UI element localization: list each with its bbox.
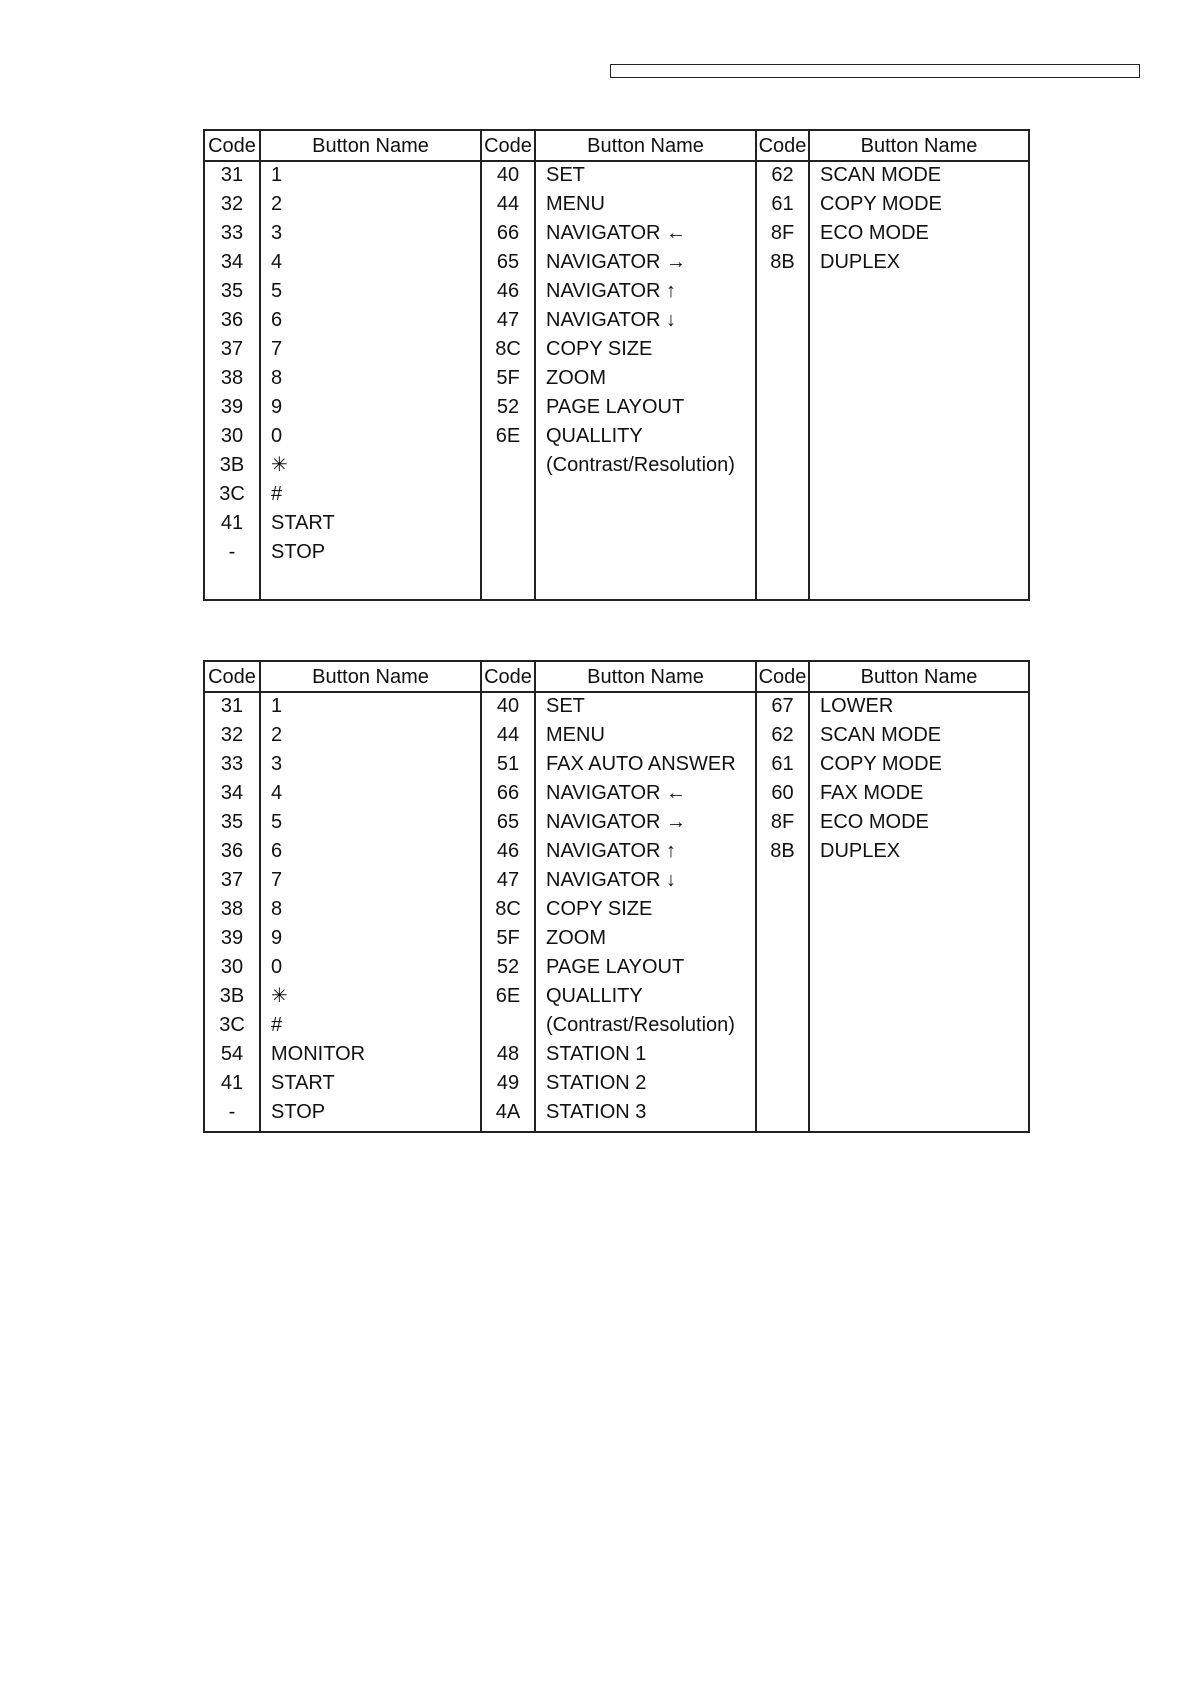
- header-code: Code: [484, 135, 532, 157]
- button-name-cell: 5: [271, 811, 283, 833]
- button-name-cell: STATION 1: [546, 1043, 647, 1065]
- code-cell: 67: [771, 695, 794, 717]
- header-button-name: Button Name: [860, 666, 978, 688]
- button-name-cell: ECO MODE: [820, 811, 929, 833]
- button-name-cell: QUALLITY: [546, 425, 643, 447]
- button-name-cell: STATION 3: [546, 1101, 647, 1123]
- button-name-cell: 6: [271, 840, 283, 862]
- code-cell: 3B: [219, 454, 245, 476]
- code-cell: 40: [496, 164, 520, 186]
- button-name-cell: #: [271, 483, 283, 505]
- code-cell: 36: [220, 309, 244, 331]
- code-cell: 35: [220, 280, 244, 302]
- header-code: Code: [208, 666, 256, 688]
- code-cell: 8C: [495, 898, 521, 920]
- header-button-name: Button Name: [587, 135, 704, 157]
- button-name-cell: NAVIGATOR ←: [546, 222, 687, 244]
- button-name-cell: COPY SIZE: [546, 898, 653, 920]
- code-cell: 6E: [495, 425, 521, 447]
- code-cell: 41: [220, 1072, 244, 1094]
- code-cell: 51: [496, 753, 520, 775]
- button-name-cell: STOP: [271, 1101, 326, 1123]
- code-cell: 32: [220, 193, 244, 215]
- code-cell: 40: [496, 695, 520, 717]
- button-name-cell: 2: [271, 724, 283, 746]
- button-name-cell: ZOOM: [546, 367, 606, 389]
- button-name-cell: COPY MODE: [820, 753, 942, 775]
- code-cell: 4A: [495, 1101, 521, 1123]
- button-name-cell: SET: [546, 695, 585, 717]
- header-button-name: Button Name: [312, 666, 429, 688]
- header-button-name: Button Name: [860, 135, 978, 157]
- button-name-cell: NAVIGATOR →: [546, 251, 687, 273]
- code-cell: 62: [771, 164, 794, 186]
- button-name-cell: DUPLEX: [820, 251, 901, 273]
- code-cell: 32: [220, 724, 244, 746]
- code-cell: 65: [496, 251, 520, 273]
- button-name-cell: STOP: [271, 541, 326, 563]
- code-cell: 46: [496, 280, 520, 302]
- button-name-cell: FAX MODE: [820, 782, 924, 804]
- code-cell: 31: [220, 695, 244, 717]
- button-name-cell: 3: [271, 753, 283, 775]
- button-name-cell: STATION 2: [546, 1072, 647, 1094]
- code-cell: 3B: [219, 985, 245, 1007]
- code-cell: 44: [496, 193, 520, 215]
- header-code: Code: [208, 135, 256, 157]
- button-name-cell: NAVIGATOR ↓: [546, 869, 677, 891]
- header-divider: [205, 160, 1028, 162]
- button-name-cell: MENU: [546, 193, 605, 215]
- code-cell: 33: [220, 222, 244, 244]
- button-name-cell: (Contrast/Resolution): [546, 454, 735, 476]
- code-cell: 34: [220, 251, 244, 273]
- code-cell: -: [228, 1101, 236, 1123]
- button-name-cell: START: [271, 1072, 335, 1094]
- column-divider: [534, 131, 536, 599]
- button-name-cell: MONITOR: [271, 1043, 366, 1065]
- code-cell: 39: [220, 396, 244, 418]
- code-cell: 47: [496, 309, 520, 331]
- button-name-cell: 5: [271, 280, 283, 302]
- button-name-cell: 4: [271, 782, 283, 804]
- code-cell: -: [228, 541, 236, 563]
- code-cell: 66: [496, 782, 520, 804]
- code-cell: 5F: [496, 367, 520, 389]
- code-cell: 37: [220, 338, 244, 360]
- button-name-cell: NAVIGATOR ↑: [546, 280, 677, 302]
- button-name-cell: SET: [546, 164, 585, 186]
- column-divider: [808, 131, 810, 599]
- button-code-table-1: [203, 129, 1030, 601]
- column-divider: [534, 662, 536, 1131]
- button-name-cell: NAVIGATOR →: [546, 811, 687, 833]
- button-name-cell: ZOOM: [546, 927, 606, 949]
- header-code: Code: [758, 666, 807, 688]
- button-name-cell: 6: [271, 309, 283, 331]
- button-name-cell: ✳: [271, 985, 288, 1007]
- code-cell: 61: [771, 193, 794, 215]
- code-cell: 30: [220, 425, 244, 447]
- code-cell: 52: [496, 396, 520, 418]
- code-cell: 3C: [219, 1014, 245, 1036]
- button-name-cell: 7: [271, 338, 283, 360]
- button-name-cell: 1: [271, 695, 283, 717]
- code-cell: 35: [220, 811, 244, 833]
- code-cell: 39: [220, 927, 244, 949]
- code-cell: 6E: [495, 985, 521, 1007]
- code-cell: 44: [496, 724, 520, 746]
- button-name-cell: 8: [271, 898, 283, 920]
- code-cell: 65: [496, 811, 520, 833]
- code-cell: 60: [771, 782, 794, 804]
- button-name-cell: 9: [271, 396, 283, 418]
- code-cell: 33: [220, 753, 244, 775]
- column-divider: [259, 662, 261, 1131]
- button-name-cell: PAGE LAYOUT: [546, 396, 685, 418]
- code-cell: 48: [496, 1043, 520, 1065]
- button-name-cell: COPY MODE: [820, 193, 942, 215]
- button-name-cell: LOWER: [820, 695, 894, 717]
- button-name-cell: START: [271, 512, 335, 534]
- button-name-cell: QUALLITY: [546, 985, 643, 1007]
- code-cell: 34: [220, 782, 244, 804]
- button-name-cell: PAGE LAYOUT: [546, 956, 685, 978]
- column-divider: [259, 131, 261, 599]
- button-name-cell: NAVIGATOR ↑: [546, 840, 677, 862]
- code-cell: 8B: [770, 251, 795, 273]
- button-name-cell: 0: [271, 956, 283, 978]
- button-name-cell: NAVIGATOR ←: [546, 782, 687, 804]
- code-cell: 52: [496, 956, 520, 978]
- button-name-cell: 4: [271, 251, 283, 273]
- code-cell: 46: [496, 840, 520, 862]
- code-cell: 54: [220, 1043, 244, 1065]
- button-name-cell: #: [271, 1014, 283, 1036]
- button-name-cell: COPY SIZE: [546, 338, 653, 360]
- button-name-cell: FAX AUTO ANSWER: [546, 753, 736, 775]
- code-cell: 49: [496, 1072, 520, 1094]
- header-code: Code: [484, 666, 532, 688]
- button-name-cell: ✳: [271, 454, 288, 476]
- button-name-cell: 2: [271, 193, 283, 215]
- code-cell: 3C: [219, 483, 245, 505]
- code-cell: 38: [220, 367, 244, 389]
- code-cell: 66: [496, 222, 520, 244]
- button-name-cell: MENU: [546, 724, 605, 746]
- button-name-cell: 0: [271, 425, 283, 447]
- button-code-table-2: [203, 660, 1030, 1133]
- column-divider: [808, 662, 810, 1131]
- button-name-cell: NAVIGATOR ↓: [546, 309, 677, 331]
- code-cell: 8C: [495, 338, 521, 360]
- button-name-cell: (Contrast/Resolution): [546, 1014, 735, 1036]
- header-button-name: Button Name: [312, 135, 429, 157]
- header-code: Code: [758, 135, 807, 157]
- page-header-box: [610, 64, 1140, 78]
- button-name-cell: ECO MODE: [820, 222, 929, 244]
- button-name-cell: 9: [271, 927, 283, 949]
- button-name-cell: DUPLEX: [820, 840, 901, 862]
- code-cell: 47: [496, 869, 520, 891]
- button-name-cell: 1: [271, 164, 283, 186]
- button-name-cell: 8: [271, 367, 283, 389]
- code-cell: 8B: [770, 840, 795, 862]
- code-cell: 8F: [770, 222, 795, 244]
- button-name-cell: 3: [271, 222, 283, 244]
- code-cell: 37: [220, 869, 244, 891]
- code-cell: 31: [220, 164, 244, 186]
- button-name-cell: SCAN MODE: [820, 164, 942, 186]
- code-cell: 8F: [770, 811, 795, 833]
- code-cell: 41: [220, 512, 244, 534]
- code-cell: 62: [771, 724, 794, 746]
- code-cell: 30: [220, 956, 244, 978]
- code-cell: 36: [220, 840, 244, 862]
- header-divider: [205, 691, 1028, 693]
- button-name-cell: SCAN MODE: [820, 724, 942, 746]
- code-cell: 38: [220, 898, 244, 920]
- header-button-name: Button Name: [587, 666, 704, 688]
- button-name-cell: 7: [271, 869, 283, 891]
- code-cell: 5F: [496, 927, 520, 949]
- code-cell: 61: [771, 753, 794, 775]
